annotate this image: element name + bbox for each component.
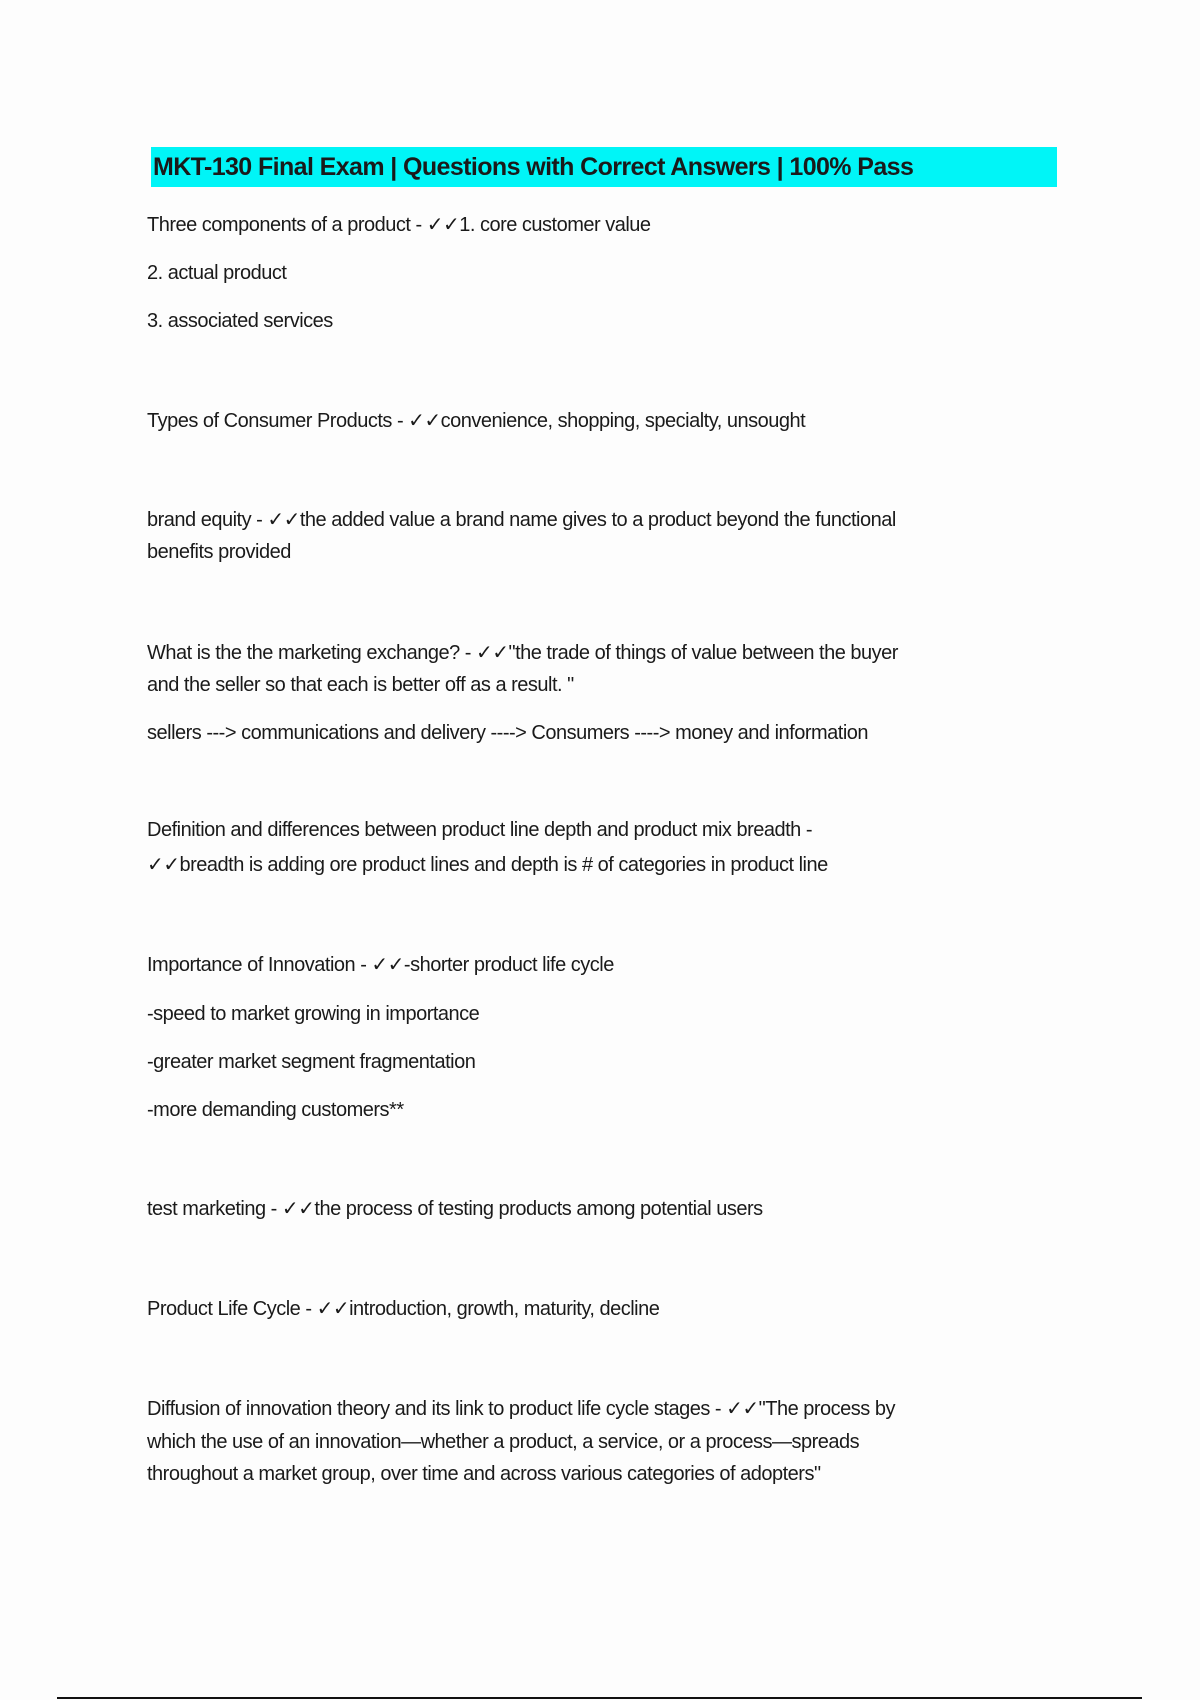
text-line: brand equity - ✓✓the added value a brand name gives to a product beyond the functional xyxy=(147,509,896,531)
text-line: throughout a market group, over time and across various categories of adopters" xyxy=(147,1463,821,1485)
text-line: ✓✓breadth is adding ore product lines and depth is # of categories in product line xyxy=(147,854,828,876)
page-bottom-rule xyxy=(57,1697,1142,1699)
text-line: Product Life Cycle - ✓✓introduction, growth, maturity, decline xyxy=(147,1298,660,1320)
text-line: -more demanding customers** xyxy=(147,1099,404,1121)
text-line: What is the the marketing exchange? - ✓✓"the trade of things of value between the buyer xyxy=(147,642,898,664)
text-line: and the seller so that each is better off as a result. " xyxy=(147,674,574,696)
text-line: Definition and differences between product line depth and product mix breadth - xyxy=(147,819,813,841)
text-line: Types of Consumer Products - ✓✓convenience, shopping, specialty, unsought xyxy=(147,410,806,432)
text-line: -greater market segment fragmentation xyxy=(147,1051,476,1073)
document-title: MKT-130 Final Exam | Questions with Correct Answers | 100% Pass xyxy=(151,147,1057,187)
text-line: 2. actual product xyxy=(147,262,287,284)
text-line: sellers ---> communications and delivery ----> Consumers ----> money and information xyxy=(147,722,869,744)
text-line: which the use of an innovation—whether a product, a service, or a process—spreads xyxy=(147,1431,860,1453)
text-line: test marketing - ✓✓the process of testing products among potential users xyxy=(147,1198,763,1220)
text-line: Diffusion of innovation theory and its link to product life cycle stages - ✓✓"The process by xyxy=(147,1398,895,1420)
text-line: -speed to market growing in importance xyxy=(147,1003,480,1025)
text-line: Importance of Innovation - ✓✓-shorter product life cycle xyxy=(147,954,614,976)
text-line: benefits provided xyxy=(147,541,291,563)
text-line: 3. associated services xyxy=(147,310,333,332)
text-line: Three components of a product - ✓✓1. core customer value xyxy=(147,214,651,236)
